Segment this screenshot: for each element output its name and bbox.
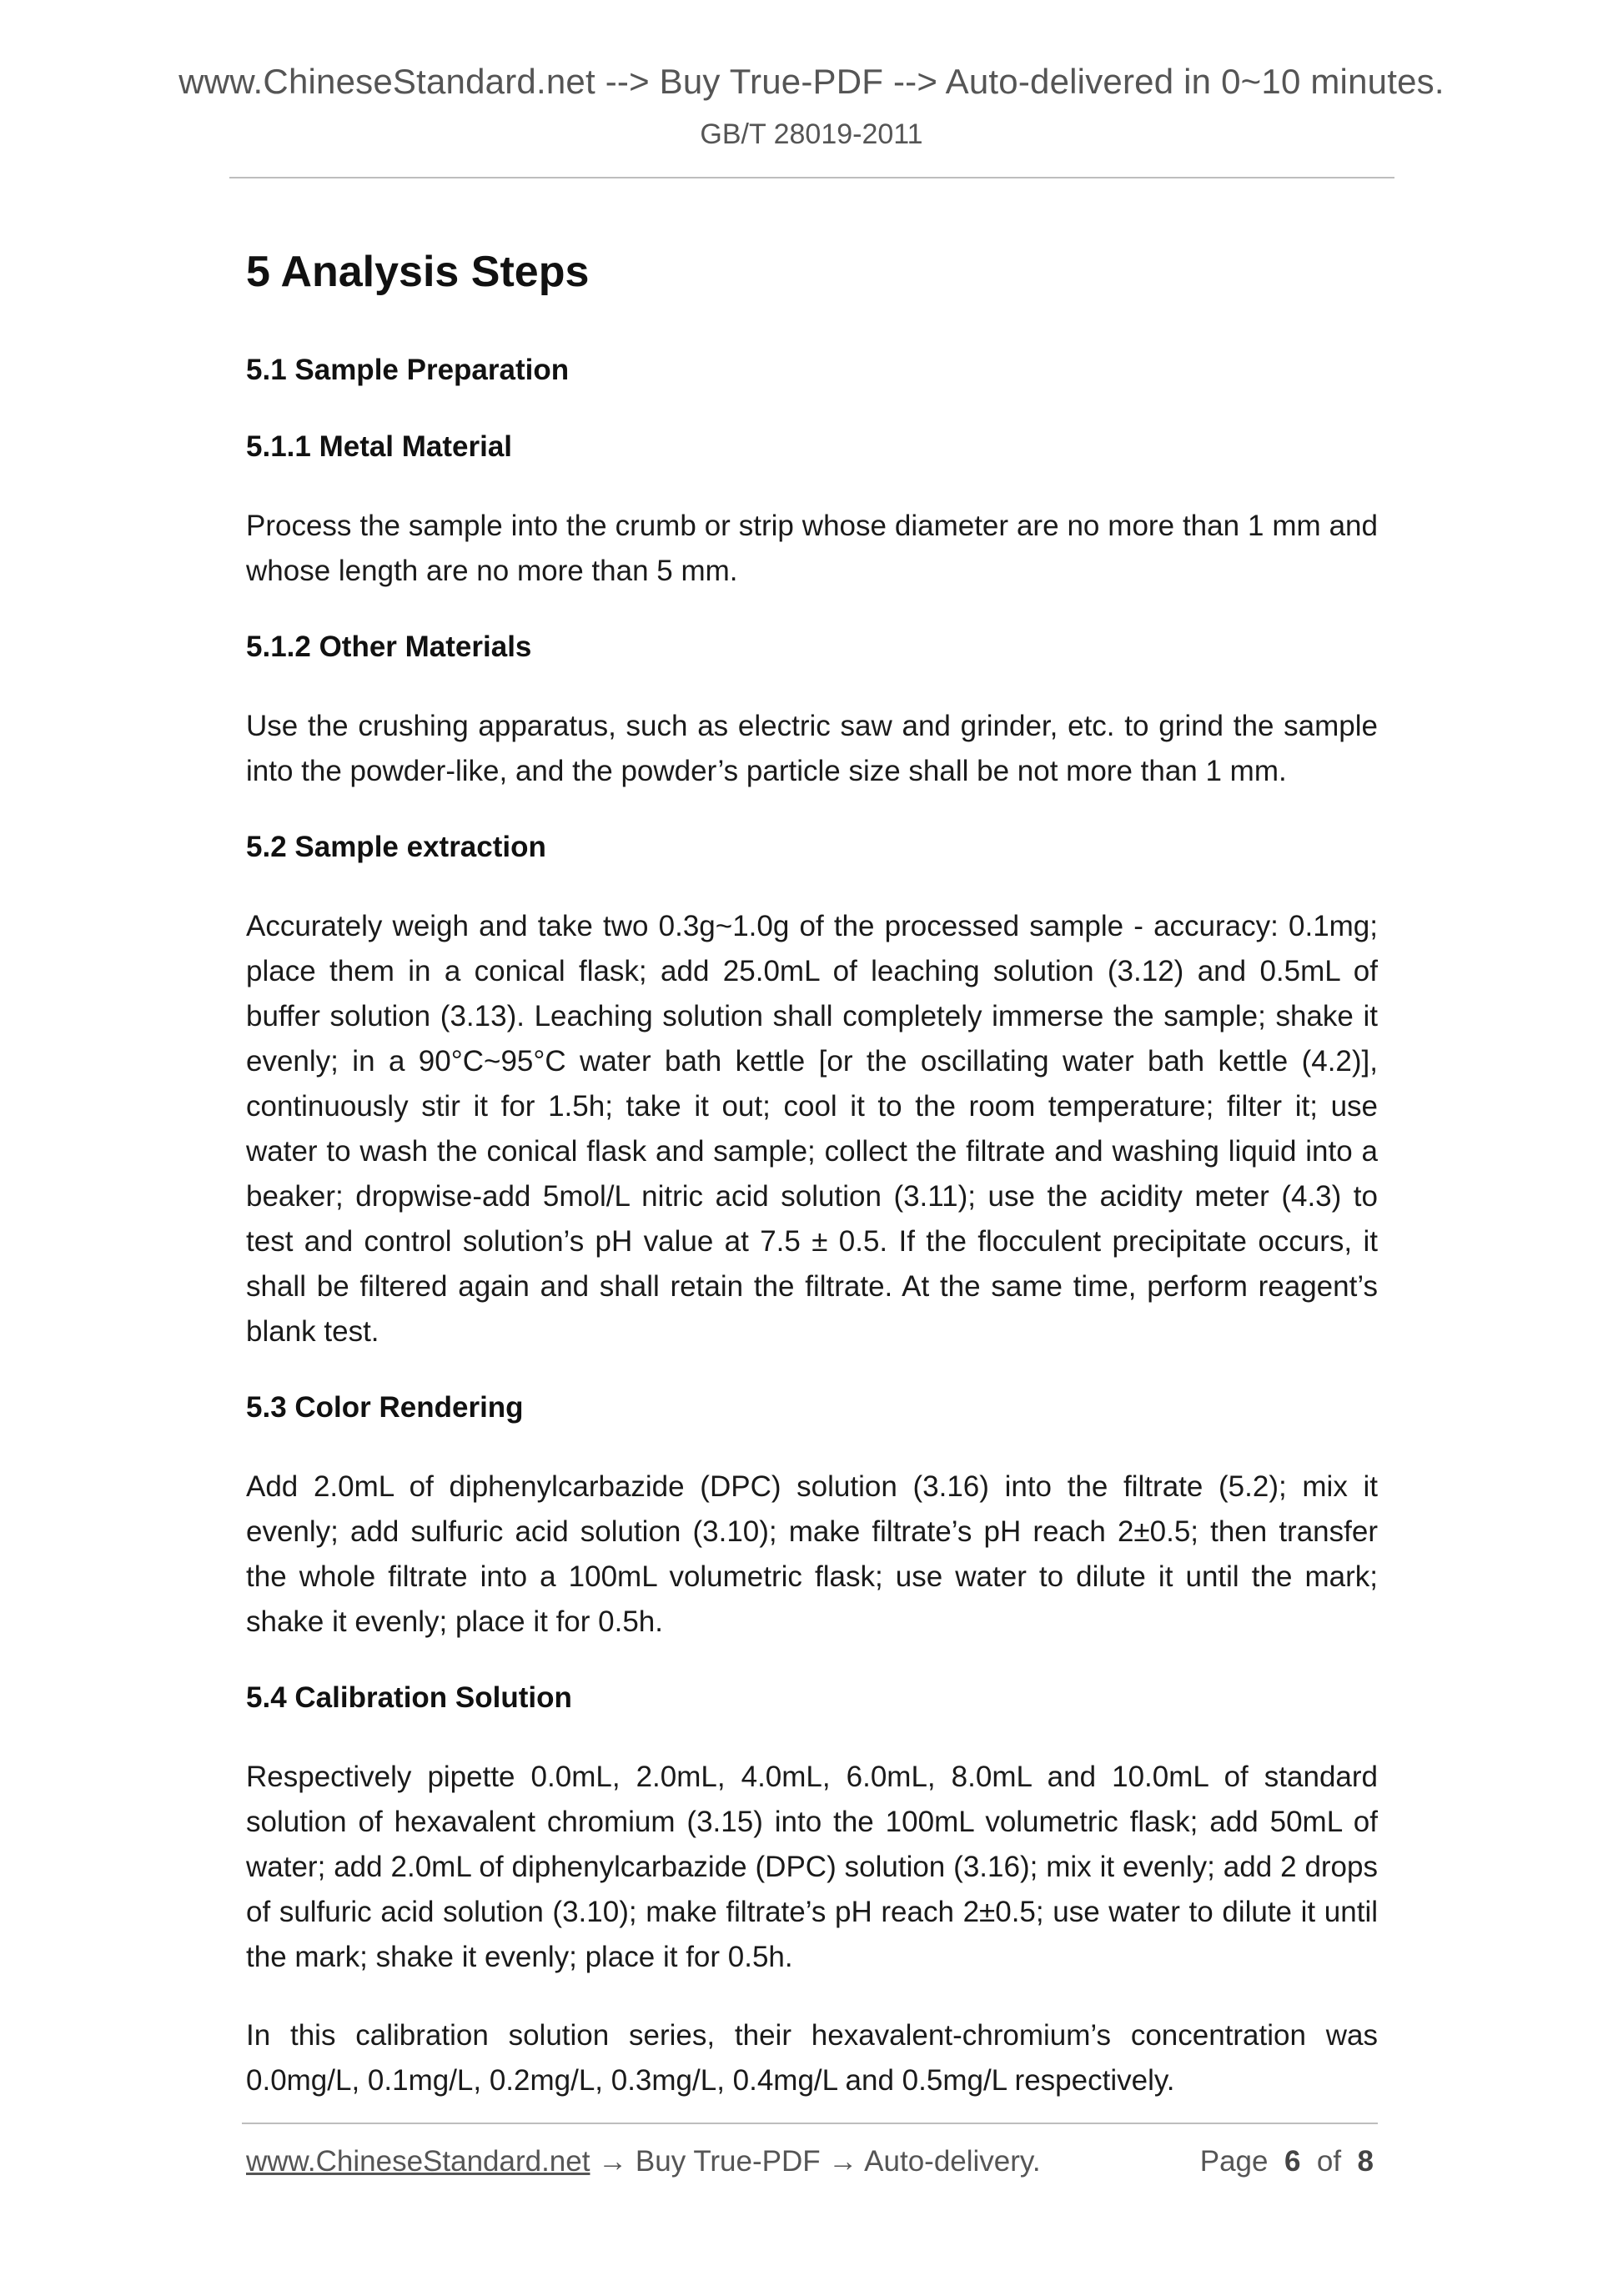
paragraph-5-3: Add 2.0mL of diphenylcarbazide (DPC) solution (3.16) into the filtrate (5.2); mix it evenly; add sulfuric acid solution (3.10); make filtrate’s pH reach 2±0.5; then transfer the whole filtrate into a 100mL volumetric flask; use water to dilute it until the mark; shake it evenly; place it for 0.5h. xyxy=(246,1470,1378,1638)
section-title: 5 Analysis Steps xyxy=(246,248,590,296)
heading-5-4: 5.4 Calibration Solution xyxy=(246,1681,572,1714)
header-divider xyxy=(229,177,1394,178)
document-body xyxy=(246,242,1378,2137)
footer-promo-text: → Buy True-PDF → Auto-delivery. xyxy=(590,2145,1041,2178)
page-of: of xyxy=(1316,2145,1342,2178)
heading-5-1-1: 5.1.1 Metal Material xyxy=(246,430,513,463)
heading-5-2: 5.2 Sample extraction xyxy=(246,831,546,863)
paragraph-5-4-b: In this calibration solution series, their hexavalent-chromium’s concentration was 0.0mg/L, 0.1mg/L, 0.2mg/L, 0.3mg/L, 0.4mg/L and 0.5mg/L respectively. xyxy=(246,2019,1378,2097)
paragraph-5-2: Accurately weigh and take two 0.3g~1.0g of the processed sample - accuracy: 0.1mg; place them in a conical flask; add 25.0mL of leaching solution (3.12) and 0.5mL of buffer solution (3.13). Leaching solution shall completely immerse the sample; shake it evenly; in a 90°C~95°C water bath kettle [or the oscillating water bath kettle (4.2)], continuously stir it for 1.5h; take it out; cool it to the room temperature; filter it; use water to wash the conical flask and sample; collect the filtrate and washing liquid into a beaker; dropwise-add 5mol/L nitric acid solution (3.11); use the acidity meter (4.3) to test and control solution’s pH value at 7.5 ± 0.5. If the flocculent precipitate occurs, it shall be filtered again and shall retain the filtrate. At the same time, perform reagent’s blank test. xyxy=(246,910,1378,1348)
paragraph-5-1-2: Use the crushing apparatus, such as electric saw and grinder, etc. to grind the sample into the powder-like, and the powder’s particle size shall be not more than 1 mm. xyxy=(246,710,1378,787)
page-current: 6 xyxy=(1284,2145,1301,2178)
footer-site-link[interactable]: www.ChineseStandard.net xyxy=(246,2145,590,2178)
page-number xyxy=(1200,2145,1374,2178)
paragraph-5-4-a: Respectively pipette 0.0mL, 2.0mL, 4.0mL, 6.0mL, 8.0mL and 10.0mL of standard solution of hexavalent chromium (3.15) into the 100mL volumetric flask; add 50mL of water; add 2.0mL of diphenylcarbazide (DPC) solution (3.16); mix it evenly; add 2 drops of sulfuric acid solution (3.10); make filtrate’s pH reach 2±0.5; use water to dilute it until the mark; shake it evenly; place it for 0.5h. xyxy=(246,1761,1378,1973)
header-banner: www.ChineseStandard.net --> Buy True-PDF --> Auto-delivered in 0~10 minutes. xyxy=(178,62,1445,101)
footer-divider xyxy=(242,2123,1378,2124)
page-label: Page xyxy=(1199,2145,1269,2178)
heading-5-1: 5.1 Sample Preparation xyxy=(246,354,570,386)
page-total: 8 xyxy=(1357,2145,1374,2178)
footer-promo xyxy=(246,2145,1041,2178)
heading-5-3: 5.3 Color Rendering xyxy=(246,1391,524,1424)
heading-5-1-2: 5.1.2 Other Materials xyxy=(246,631,532,663)
paragraph-5-1-1: Process the sample into the crumb or strip whose diameter are no more than 1 mm and whose length are no more than 5 mm. xyxy=(246,510,1378,587)
standard-code: GB/T 28019-2011 xyxy=(700,118,923,150)
